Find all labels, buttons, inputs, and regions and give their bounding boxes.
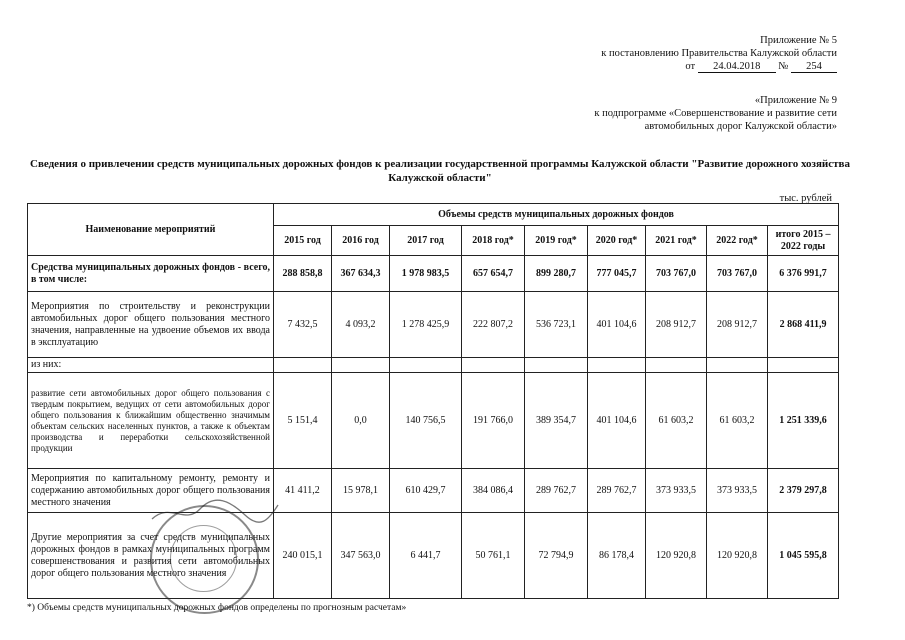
row-value: 288 858,8 (274, 256, 332, 292)
year-header: 2019 год* (525, 226, 588, 256)
row-name: Мероприятия по капитальному ремонту, ремонту и содержанию автомобильных дорог общего пользования местного значения (28, 469, 274, 513)
row-total: 6 376 991,7 (768, 256, 839, 292)
row-total: 2 868 411,9 (768, 292, 839, 358)
row-total: 2 379 297,8 (768, 469, 839, 513)
units-label: тыс. рублей (779, 193, 832, 204)
col-name-header: Наименование мероприятий (28, 204, 274, 256)
row-value: 6 441,7 (390, 513, 462, 599)
row-name: развитие сети автомобильных дорог общего пользования с твердым покрытием, ведущих от сети автомобильных дорог общего пользования к ближайшим общественно значимым объектам сельских населенных пунктов, а также к объектам производства и переработки сельскохозяйственной продукции (28, 373, 274, 469)
row-value: 389 354,7 (525, 373, 588, 469)
row-value: 191 766,0 (462, 373, 525, 469)
year-header: 2017 год (390, 226, 462, 256)
row-value: 289 762,7 (525, 469, 588, 513)
subprogram-header (594, 94, 837, 133)
row-value: 703 767,0 (707, 256, 768, 292)
row-value: 373 933,5 (707, 469, 768, 513)
row-total: 1 251 339,6 (768, 373, 839, 469)
row-value: 120 920,8 (646, 513, 707, 599)
subprogram-line-2: к подпрограмме «Совершенствование и развитие сети (594, 108, 837, 119)
funds-table (27, 203, 839, 599)
footnote: *) Объемы средств муниципальных дорожных фондов определены по прогнозным расчетам» (27, 603, 407, 613)
row-value: 347 563,0 (332, 513, 390, 599)
row-value: 208 912,7 (707, 292, 768, 358)
number-label: № (778, 61, 789, 72)
row-value: 5 151,4 (274, 373, 332, 469)
resolution-text: к постановлению Правительства Калужской области (601, 48, 837, 59)
row-value: 15 978,1 (332, 469, 390, 513)
row-total: 1 045 595,8 (768, 513, 839, 599)
row-value: 657 654,7 (462, 256, 525, 292)
row-value: 7 432,5 (274, 292, 332, 358)
year-header: 2020 год* (588, 226, 646, 256)
table-row (28, 373, 839, 469)
row-value: 208 912,7 (646, 292, 707, 358)
table-row (28, 292, 839, 358)
resolution-date: 24.04.2018 (698, 61, 776, 73)
row-value: 61 603,2 (646, 373, 707, 469)
row-value: 86 178,4 (588, 513, 646, 599)
row-value: 222 807,2 (462, 292, 525, 358)
document-title: Сведения о привлечении средств муниципальных дорожных фондов к реализации государственной программы Калужской области "Развитие дорожного хозяйства Калужской области" (30, 158, 850, 184)
row-value: 610 429,7 (390, 469, 462, 513)
row-value: 777 045,7 (588, 256, 646, 292)
row-value: 401 104,6 (588, 292, 646, 358)
row-name: из них: (28, 358, 274, 373)
row-value: 1 978 983,5 (390, 256, 462, 292)
row-value: 50 761,1 (462, 513, 525, 599)
row-value: 384 086,4 (462, 469, 525, 513)
year-header: 2016 год (332, 226, 390, 256)
row-value: 240 015,1 (274, 513, 332, 599)
row-name: Средства муниципальных дорожных фондов - всего, в том числе: (28, 256, 274, 292)
row-value: 373 933,5 (646, 469, 707, 513)
year-header: 2021 год* (646, 226, 707, 256)
row-value: 41 411,2 (274, 469, 332, 513)
table-row (28, 358, 839, 373)
from-label: от (685, 61, 696, 72)
row-value: 1 278 425,9 (390, 292, 462, 358)
row-value: 0,0 (332, 373, 390, 469)
date-line (685, 60, 837, 73)
row-value: 536 723,1 (525, 292, 588, 358)
row-value: 120 920,8 (707, 513, 768, 599)
row-value: 61 603,2 (707, 373, 768, 469)
row-value: 401 104,6 (588, 373, 646, 469)
year-header: 2015 год (274, 226, 332, 256)
signature-mark (150, 497, 280, 527)
total-header: итого 2015 – 2022 годы (768, 226, 839, 256)
row-value: 703 767,0 (646, 256, 707, 292)
row-name: Другие мероприятия за счет средств муниципальных дорожных фондов в рамках муниципальных программ совершенствования и развития сети автомобильных дорог общего пользования местного значения (28, 513, 274, 599)
row-value: 899 280,7 (525, 256, 588, 292)
row-value: 72 794,9 (525, 513, 588, 599)
row-value: 367 634,3 (332, 256, 390, 292)
table-row (28, 256, 839, 292)
subprogram-line-3: автомобильных дорог Калужской области» (644, 121, 837, 132)
appendix-header (601, 34, 837, 73)
row-value: 4 093,2 (332, 292, 390, 358)
row-value: 289 762,7 (588, 469, 646, 513)
resolution-number: 254 (791, 61, 837, 73)
year-header: 2022 год* (707, 226, 768, 256)
appendix-title: Приложение № 5 (760, 35, 837, 46)
group-header: Объемы средств муниципальных дорожных фондов (274, 204, 839, 226)
year-header: 2018 год* (462, 226, 525, 256)
row-name: Мероприятия по строительству и реконструкции автомобильных дорог общего пользования местного значения, направленные на удвоение объемов их ввода в эксплуатацию (28, 292, 274, 358)
subprogram-line-1: «Приложение № 9 (754, 95, 837, 106)
row-value: 140 756,5 (390, 373, 462, 469)
